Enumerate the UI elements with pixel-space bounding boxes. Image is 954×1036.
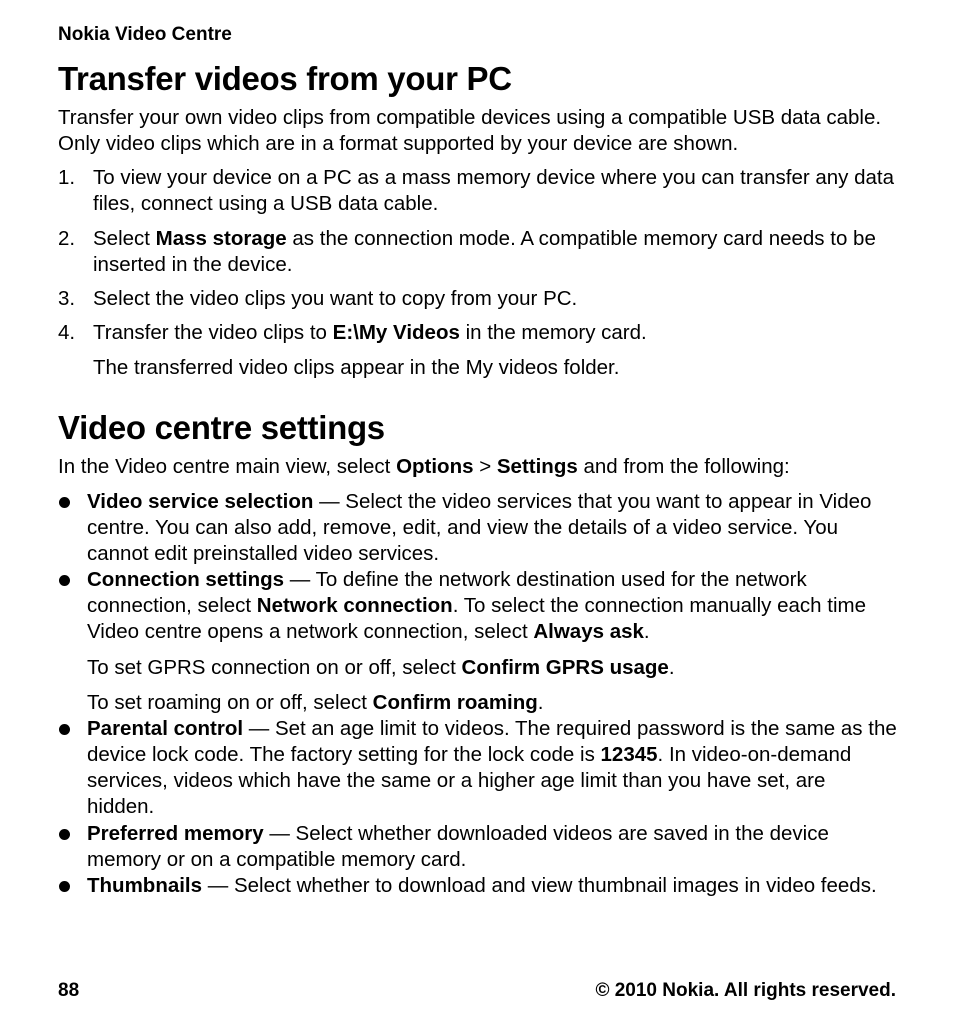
settings-desc-post: . In video-on-demand services, videos which have the same or a higher age limit than you have set, are hidden. [87, 743, 852, 818]
step-number: 2. [58, 227, 76, 250]
step-text [93, 226, 898, 278]
mass-storage-term: Mass storage [155, 227, 287, 250]
settings-item-text [87, 489, 898, 567]
step-text-pre: Transfer the video clips to [93, 321, 333, 344]
settings-term: Video service selection [87, 490, 314, 513]
step-4-note [58, 355, 898, 381]
settings-item-text [87, 567, 898, 645]
bullet-icon [59, 829, 70, 840]
intro-text: In the Video centre main view, select [58, 455, 397, 478]
bullet-icon [59, 497, 70, 508]
intro-text-post: and from the following: [577, 455, 790, 478]
step-1 [58, 165, 898, 217]
settings-item-connection-settings [58, 567, 898, 645]
settings-desc: — To define the network destination used for the network connection, select [87, 568, 807, 617]
step-text: Select the video clips you want to copy from your PC. [93, 287, 578, 310]
settings-item-text [87, 873, 898, 899]
step-3 [58, 286, 898, 312]
video-path-term: E:\My Videos [332, 321, 460, 344]
confirm-roaming-term: Confirm roaming [372, 691, 538, 714]
settings-item-preferred-memory [58, 821, 898, 873]
page-number: 88 [58, 980, 80, 1001]
bullet-icon [59, 724, 70, 735]
gprs-text: To set GPRS connection on or off, select [87, 656, 462, 679]
step-note-text: The transferred video clips appear in the My videos folder. [93, 356, 620, 379]
section2-intro [58, 454, 898, 480]
gprs-text-post: . [668, 656, 675, 679]
settings-item-text [87, 716, 898, 820]
settings-term: Connection settings [87, 568, 285, 591]
step-number: 1. [58, 166, 76, 189]
settings-desc-post: . [643, 620, 650, 643]
always-ask-term: Always ask [533, 620, 644, 643]
step-text [93, 320, 898, 346]
bullet-icon [59, 575, 70, 586]
settings-item-text [87, 821, 898, 873]
step-text-post: in the memory card. [459, 321, 647, 344]
step-4 [58, 320, 898, 346]
section1-intro: Transfer your own video clips from compatible devices using a compatible USB data cable. Only video clips which are in a format supported by your device are shown. [58, 106, 882, 155]
roaming-text-post: . [537, 691, 544, 714]
bullet-icon [59, 881, 70, 892]
settings-term: Parental control [87, 717, 244, 740]
network-connection-term: Network connection [256, 594, 453, 617]
settings-term: Preferred memory [87, 822, 264, 845]
confirm-gprs-term: Confirm GPRS usage [461, 656, 669, 679]
step-number: 3. [58, 287, 76, 310]
step-number: 4. [58, 321, 76, 344]
settings-desc-mid: . To select the connection manually each time Video centre opens a network connection, select [87, 594, 866, 643]
section-title-video-centre-settings: Video centre settings [58, 409, 385, 446]
step-text-pre: Select [93, 227, 156, 250]
running-header: Nokia Video Centre [58, 24, 232, 45]
roaming-text: To set roaming on or off, select [87, 691, 373, 714]
settings-item-video-service-selection [58, 489, 898, 567]
section-title-transfer-videos: Transfer videos from your PC [58, 60, 512, 97]
menu-separator: > [473, 455, 497, 478]
settings-desc: — Set an age limit to videos. The required password is the same as the device lock code. The factory setting for the lock code is [87, 717, 897, 766]
step-text-post: as the connection mode. A compatible memory card needs to be inserted in the device. [93, 227, 876, 276]
lock-code-value: 12345 [600, 743, 658, 766]
settings-item-thumbnails [58, 873, 898, 899]
settings-term: Thumbnails [87, 874, 203, 897]
step-2 [58, 226, 898, 278]
copyright-notice: © 2010 Nokia. All rights reserved. [595, 980, 896, 1001]
settings-item-parental-control [58, 716, 898, 820]
gprs-note [87, 655, 898, 681]
settings-desc: — Select whether downloaded videos are saved in the device memory or on a compatible memory card. [87, 822, 829, 871]
settings-desc: — Select the video services that you want to appear in Video centre. You can also add, remove, edit, and view the details of a video service. You cannot edit preinstalled video services. [87, 490, 872, 565]
options-term: Options [396, 455, 474, 478]
settings-term: Settings [496, 455, 578, 478]
roaming-note [87, 690, 898, 716]
step-text: To view your device on a PC as a mass memory device where you can transfer any data files, connect using a USB data cable. [93, 166, 895, 215]
settings-desc: — Select whether to download and view thumbnail images in video feeds. [202, 874, 877, 897]
